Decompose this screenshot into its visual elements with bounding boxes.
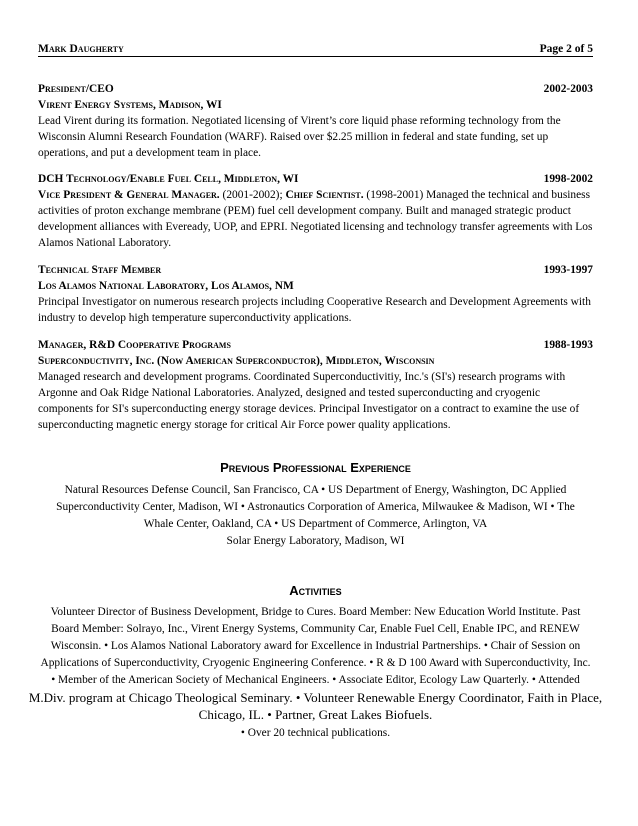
- job-description: [38, 187, 593, 251]
- job-years: 2002-2003: [543, 83, 593, 95]
- job-title-row: [38, 171, 593, 187]
- job-organization: Virent Energy Systems, Madison, WI: [38, 99, 222, 111]
- job-organization: Los Alamos National Laboratory, Los Alamos, NM: [38, 280, 294, 292]
- job-role-primary: Vice President & General Manager.: [38, 189, 220, 201]
- previous-experience-line: Whale Center, Oakland, CA • US Department of Commerce, Arlington, VA: [143, 518, 488, 530]
- job-years: 1998-2002: [543, 173, 593, 185]
- job-description: Principal Investigator on numerous research projects including Cooperative Research and Development Agreements with industry to develop high temperature superconductivity applications.: [38, 296, 591, 324]
- job-title: Technical Staff Member: [38, 264, 162, 276]
- job-description-text: (1998-2001) Managed the technical and business activities of proton exchange membrane (PEM) fuel cell development company. Built and managed strategic product development alliances with Eveready, UOP, and EPRI. Negotiated licensing and technology transfer agreements with Los Alamos National Laboratory.: [38, 189, 593, 249]
- activities-line: Applications of Superconductivity, Cryogenic Engineering Conference. • R & D 100 Award with Superconductivity, Inc.: [40, 657, 591, 669]
- previous-experience-list: [28, 482, 603, 550]
- job-years: 1988-1993: [543, 339, 593, 351]
- job-title: President/CEO: [38, 83, 114, 95]
- job-description: Managed research and development programs. Coordinated Superconductivitiy, Inc.'s (SI's) research programs with Argonne and Oak Ridge National Laboratories. Analyzed, designed and tested superconducting and cryogenic components for SI's superconducting energy storage devices. Principal Investigator on a contract to examine the use of superconducting magnetic energy storage for critical Air Force power quality applications.: [38, 371, 580, 431]
- job-entry: [38, 337, 593, 433]
- activities-line: M.Div. program at Chicago Theological Seminary. • Volunteer Renewable Energy Coordinator, Faith in Place,: [28, 690, 603, 705]
- job-years: 1993-1997: [543, 264, 593, 276]
- job-title: Manager, R&D Cooperative Programs: [38, 339, 231, 351]
- previous-experience-line: Superconductivity Center, Madison, WI • Astronautics Corporation of America, Milwaukee & Madison, WI • The: [56, 501, 575, 513]
- activities-list: [28, 604, 603, 742]
- section-title-previous-experience: Previous Professional Experience: [220, 460, 411, 475]
- job-title-row: [38, 337, 593, 353]
- job-entry: [38, 81, 593, 161]
- job-description: Lead Virent during its formation. Negotiated licensing of Virent’s core liquid phase reforming technology from the Wisconsin Alumni Research Foundation (WARF). Raised over $2.25 million in federal and state funding, set up operations, and put a development team in place.: [38, 115, 561, 159]
- job-role-primary-years: (2001-2002);: [219, 189, 286, 201]
- activities-line: • Over 20 technical publications.: [240, 727, 391, 739]
- activities-line: • Member of the American Society of Mechanical Engineers. • Associate Editor, Ecology Law Quarterly. • Attended: [51, 674, 580, 686]
- activities-line: Volunteer Director of Business Development, Bridge to Cures. Board Member: New Education World Institute. Past: [50, 606, 581, 618]
- job-organization: Superconductivity, Inc. (Now American Superconductor), Middleton, Wisconsin: [38, 355, 435, 367]
- previous-experience-line: Solar Energy Laboratory, Madison, WI: [226, 535, 405, 547]
- previous-experience-line: Natural Resources Defense Council, San Francisco, CA • US Department of Energy, Washington, DC Applied: [64, 484, 567, 496]
- header-name: Mark Daugherty: [38, 43, 124, 55]
- activities-line: Board Member: Solrayo, Inc., Virent Energy Systems, Community Car, Enable Fuel Cell, Enable IPC, and RENEW: [51, 623, 580, 635]
- header-page-number: Page 2 of 5: [539, 43, 593, 55]
- job-title-row: [38, 262, 593, 278]
- job-entry: [38, 262, 593, 326]
- job-title: DCH Technology/Enable Fuel Cell, Middleton, WI: [38, 173, 299, 185]
- activities-line: Wisconsin. • Los Alamos National Laboratory award for Excellence in Industrial Partnerships. • Chair of Session on: [50, 640, 581, 652]
- activities-line: Chicago, IL. • Partner, Great Lakes Biofuels.: [198, 707, 433, 722]
- job-role-secondary: Chief Scientist.: [285, 189, 364, 201]
- job-title-row: [38, 81, 593, 97]
- page-header: [38, 43, 593, 57]
- section-title-activities: Activities: [289, 583, 342, 598]
- job-entry: [38, 171, 593, 251]
